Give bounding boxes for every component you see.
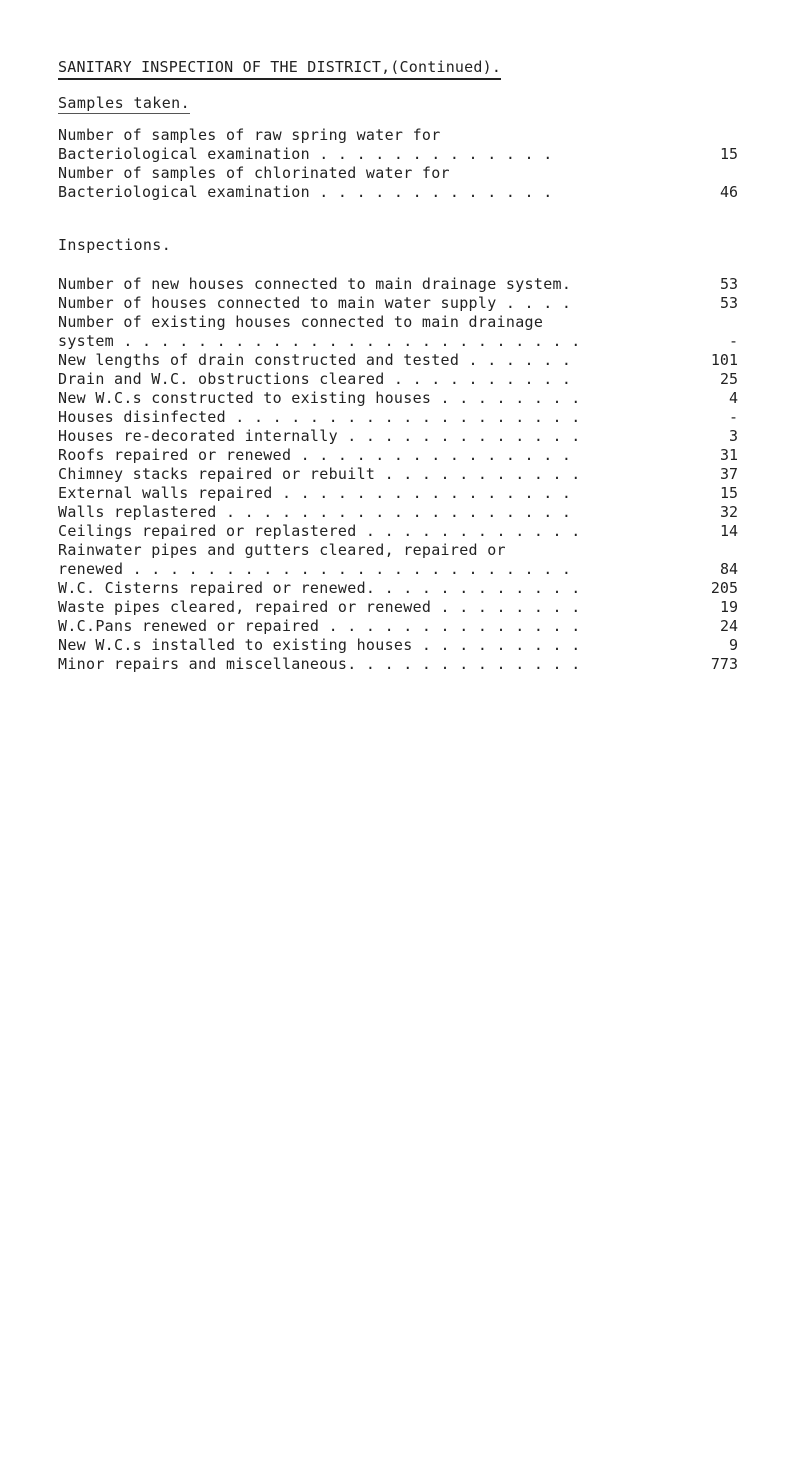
list-item [58, 636, 738, 655]
item-label: New W.C.s constructed to existing houses . . . . . . . . [58, 389, 581, 407]
item-label: W.C. Cisterns repaired or renewed. . . . . . . . . . . . [58, 579, 581, 597]
item-value: 24 [719, 617, 738, 635]
item-label: Houses disinfected . . . . . . . . . . . . . . . . . . . [58, 408, 581, 426]
list-item [58, 522, 738, 541]
item-value: 15 [719, 145, 738, 163]
page-heading: SANITARY INSPECTION OF THE DISTRICT,(Continued). [58, 58, 501, 80]
list-item [58, 427, 738, 446]
document-page [58, 58, 738, 674]
list-item [58, 126, 738, 164]
list-item [58, 275, 738, 294]
list-item [58, 541, 738, 579]
item-label: Chimney stacks repaired or rebuilt . . . . . . . . . . . [58, 465, 581, 483]
list-item [58, 408, 738, 427]
item-label: Number of existing houses connected to main drainage [58, 313, 544, 331]
item-value: 9 [728, 636, 738, 654]
item-label: Houses re-decorated internally . . . . . . . . . . . . . [58, 427, 581, 445]
item-label-continued: system . . . . . . . . . . . . . . . . . . . . . . . . . [58, 332, 581, 350]
item-value: 3 [728, 427, 738, 445]
list-item [58, 294, 738, 313]
list-item [58, 313, 738, 351]
item-value: 19 [719, 598, 738, 616]
item-label-continued: Bacteriological examination . . . . . . . . . . . . . [58, 183, 553, 201]
item-label-continued: renewed . . . . . . . . . . . . . . . . . . . . . . . . [58, 560, 572, 578]
list-item [58, 446, 738, 465]
list-item [58, 351, 738, 370]
inspections-section-title: Inspections. [58, 236, 172, 254]
list-item [58, 484, 738, 503]
list-item [58, 655, 738, 674]
item-label: Drain and W.C. obstructions cleared . . . . . . . . . . [58, 370, 572, 388]
item-label: New W.C.s installed to existing houses . . . . . . . . . [58, 636, 581, 654]
list-item [58, 370, 738, 389]
item-value: 101 [710, 351, 738, 369]
item-value: 773 [710, 655, 738, 673]
item-value: 84 [719, 560, 738, 578]
item-value: 31 [719, 446, 738, 464]
item-label: Number of samples of chlorinated water for [58, 164, 450, 182]
item-label: Number of houses connected to main water supply . . . . [58, 294, 572, 312]
item-value: - [728, 332, 738, 350]
item-value: 53 [719, 294, 738, 312]
list-item [58, 465, 738, 484]
item-label: External walls repaired . . . . . . . . . . . . . . . . [58, 484, 572, 502]
item-label: Walls replastered . . . . . . . . . . . . . . . . . . . [58, 503, 572, 521]
item-label: Waste pipes cleared, repaired or renewed . . . . . . . . [58, 598, 581, 616]
item-value: 37 [719, 465, 738, 483]
item-value: 205 [710, 579, 738, 597]
list-item [58, 617, 738, 636]
item-value: 4 [728, 389, 738, 407]
list-item [58, 579, 738, 598]
item-label: New lengths of drain constructed and tested . . . . . . [58, 351, 572, 369]
item-value: 32 [719, 503, 738, 521]
samples-section-title: Samples taken. [58, 94, 191, 112]
item-label: Ceilings repaired or replastered . . . . . . . . . . . . [58, 522, 581, 540]
list-item [58, 598, 738, 617]
item-label-continued: Bacteriological examination . . . . . . . . . . . . . [58, 145, 553, 163]
list-item [58, 503, 738, 522]
item-value: 15 [719, 484, 738, 502]
item-label: Number of samples of raw spring water for [58, 126, 441, 144]
item-value: 14 [719, 522, 738, 540]
list-item [58, 389, 738, 408]
item-label: Minor repairs and miscellaneous. . . . . . . . . . . . . [58, 655, 581, 673]
item-value: 53 [719, 275, 738, 293]
item-label: Number of new houses connected to main drainage system. [58, 275, 572, 293]
list-item [58, 164, 738, 202]
samples-list [58, 126, 738, 202]
item-label: W.C.Pans renewed or repaired . . . . . . . . . . . . . . [58, 617, 581, 635]
item-value: 25 [719, 370, 738, 388]
inspections-list [58, 275, 738, 674]
item-value: - [728, 408, 738, 426]
item-label: Roofs repaired or renewed . . . . . . . . . . . . . . . [58, 446, 572, 464]
item-label: Rainwater pipes and gutters cleared, repaired or [58, 541, 506, 559]
item-value: 46 [719, 183, 738, 201]
